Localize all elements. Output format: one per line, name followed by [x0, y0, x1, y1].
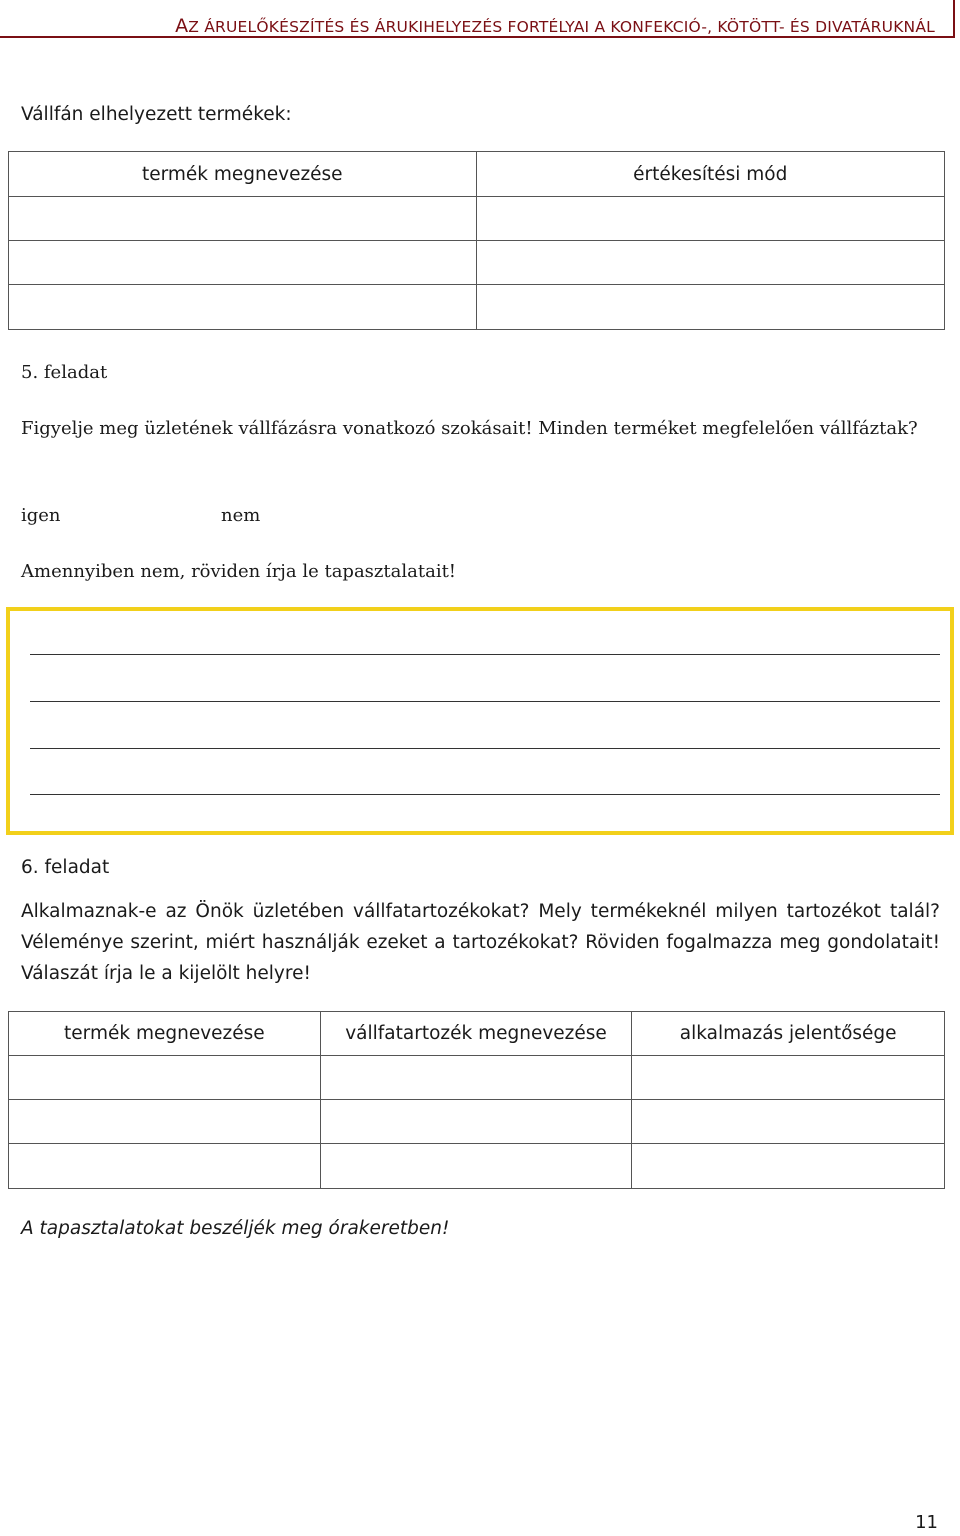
table-cell[interactable]: [320, 1056, 632, 1100]
answer-line[interactable]: [30, 794, 940, 795]
footnote: A tapasztalatokat beszéljék meg órakeretben!: [21, 1218, 450, 1239]
table-cell[interactable]: [476, 285, 944, 330]
table-cell[interactable]: [632, 1100, 945, 1144]
table-cell[interactable]: [9, 1144, 321, 1189]
table-cell[interactable]: [476, 241, 944, 285]
answer-box: [6, 607, 954, 835]
header-title-initial: A: [175, 15, 189, 37]
table-row: [9, 197, 945, 241]
option-yes[interactable]: igen: [21, 505, 61, 526]
hanger-products-table: [8, 151, 945, 330]
table-header-cell: értékesítési mód: [476, 152, 944, 197]
option-no[interactable]: nem: [221, 505, 261, 526]
table-cell[interactable]: [476, 197, 944, 241]
answer-line[interactable]: [30, 654, 940, 655]
table-cell[interactable]: [320, 1144, 632, 1189]
task6-title: 6. feladat: [21, 857, 110, 878]
page-number: 11: [915, 1512, 938, 1533]
table-cell[interactable]: [9, 241, 477, 285]
task5-prompt: Amennyiben nem, röviden írja le tapasztalatait!: [21, 561, 457, 582]
table-cell[interactable]: [9, 197, 477, 241]
task5-title: 5. feladat: [21, 362, 108, 383]
table-header-cell: vállfatartozék megnevezése: [320, 1012, 632, 1056]
table-row: [9, 1100, 945, 1144]
table-cell[interactable]: [9, 1056, 321, 1100]
section-heading: Vállfán elhelyezett termékek:: [21, 104, 292, 125]
answer-line[interactable]: [30, 701, 940, 702]
table-header-cell: termék megnevezése: [9, 152, 477, 197]
header-title-rest: Z ÁRUELŐKÉSZÍTÉS ÉS ÁRUKIHELYEZÉS FORTÉLYAI A KONFEKCIÓ-, KÖTÖTT- ÉS DIVATÁRUKNÁL: [188, 18, 935, 36]
table-row: [9, 241, 945, 285]
task6-question: Alkalmaznak-e az Önök üzletében vállfatartozékokat? Mely termékeknél milyen tartozékot talál? Véleménye szerint, miért használják ezeket a tartozékokat? Röviden fogalmazza meg gondolatait! Válaszát írja le a kijelölt helyre!: [21, 901, 940, 984]
page-header: [0, 0, 955, 38]
table-header-cell: termék megnevezése: [9, 1012, 321, 1056]
table-cell[interactable]: [9, 285, 477, 330]
table-row: [9, 1056, 945, 1100]
table-row: [9, 1144, 945, 1189]
task5-question: Figyelje meg üzletének vállfázásra vonatkozó szokásait! Minden terméket megfelelően vállfáztak?: [21, 418, 918, 439]
table-cell[interactable]: [320, 1100, 632, 1144]
table-cell[interactable]: [632, 1144, 945, 1189]
hanger-accessories-table: [8, 1011, 945, 1189]
answer-line[interactable]: [30, 748, 940, 749]
table-cell[interactable]: [9, 1100, 321, 1144]
table-header-cell: alkalmazás jelentősége: [632, 1012, 945, 1056]
table-cell[interactable]: [632, 1056, 945, 1100]
header-title: [175, 15, 935, 37]
table-row: [9, 285, 945, 330]
